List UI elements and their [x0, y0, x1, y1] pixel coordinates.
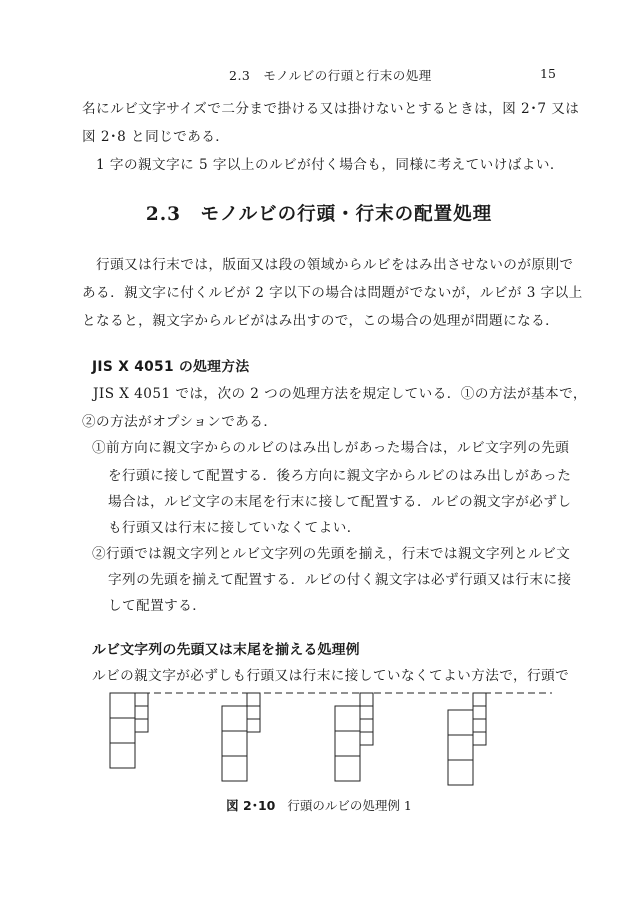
text-line: 名にルビ文字サイズで二分まで掛ける又は掛けないとするときは，図 2･7 又は [82, 101, 580, 117]
figure-caption [0, 796, 638, 814]
figure-caption-text: 行頭のルビの処理例 1 [287, 798, 412, 813]
list-item-line: ②行頭では親文字列とルビ文字列の先頭を揃え，行末では親文字列とルビ文 [92, 546, 571, 562]
example-column-1 [110, 693, 148, 768]
running-title: 2.3 モノルビの行頭と行末の処理 [229, 68, 432, 83]
list-item-line: 字列の先頭を揃えて配置する．ルビの付く親文字は必ず行頭又は行末に接 [108, 572, 572, 588]
page-number: 15 [540, 66, 556, 81]
text-line: 行頭又は行末では，版面又は段の領域からルビをはみ出させないのが原則で [82, 257, 574, 273]
subsection-heading: ルビ文字列の先頭又は末尾を揃える処理例 [92, 642, 360, 658]
text-line: ルビの親文字が必ずしも行頭又は行末に接していなくてよい方法で，行頭で [92, 668, 570, 684]
figure-label: 図 2･10 [226, 798, 276, 813]
text-line: 図 2･8 と同じである． [82, 129, 230, 145]
subsection-heading: JIS X 4051 の処理方法 [92, 359, 250, 375]
text-line: ある．親文字に付くルビが 2 字以下の場合は問題がでないが，ルビが 3 字以上 [82, 285, 583, 301]
list-item-line: 場合は，ルビ文字の末尾を行末に接して配置する．ルビの親文字が必ずし [108, 494, 572, 510]
text-line: 1 字の親文字に 5 字以上のルビが付く場合も，同様に考えていけばよい． [82, 157, 564, 173]
example-column-3 [335, 693, 373, 781]
list-item-line: を行頭に接して配置する．後ろ方向に親文字からルビのはみ出しがあった [108, 468, 572, 484]
list-item-line: ①前方向に親文字からのルビのはみ出しがあった場合は，ルビ文字列の先頭 [92, 440, 570, 456]
text-line: ②の方法がオプションである． [82, 414, 278, 430]
text-line: JIS X 4051 では，次の 2 つの処理方法を規定している．①の方法が基本で， [93, 386, 587, 402]
example-column-2 [222, 693, 260, 781]
section-heading: 2.3 モノルビの行頭・行末の配置処理 [145, 204, 493, 225]
text-line: となると，親文字からルビがはみ出すので，この場合の処理が問題になる． [82, 313, 560, 329]
example-column-4 [448, 693, 486, 785]
list-item-line: も行頭又は行末に接していなくてよい． [108, 520, 361, 536]
list-item-line: して配置する． [108, 598, 207, 614]
